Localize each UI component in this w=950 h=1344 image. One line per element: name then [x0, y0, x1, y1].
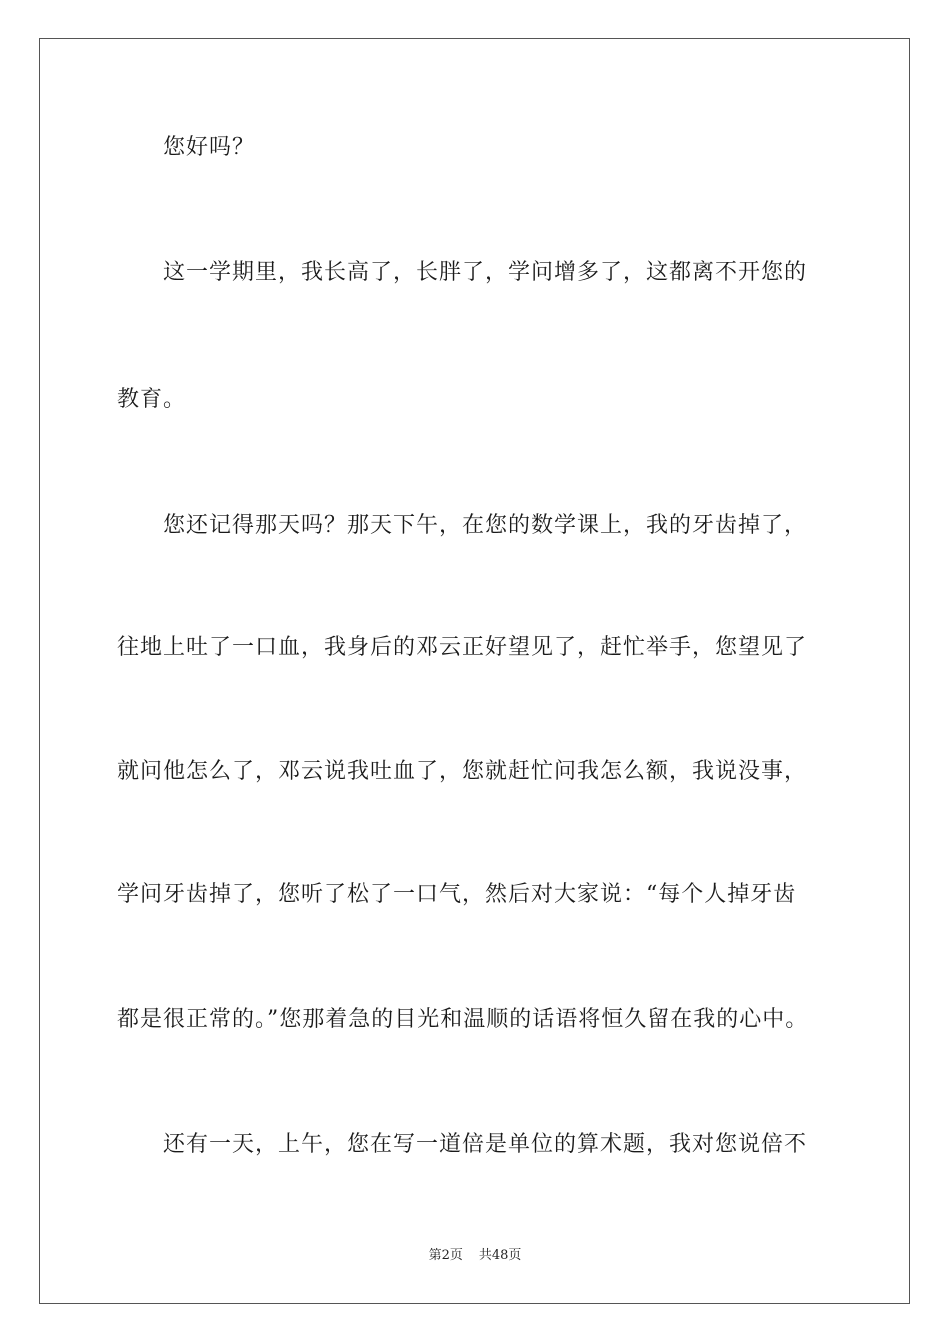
text-line-5: 往地上吐了一口血，我身后的邓云正好望见了，赶忙举手，您望见了 — [117, 635, 808, 660]
text-line-9: 还有一天，上午，您在写一道倍是单位的算术题，我对您说倍不 — [163, 1132, 808, 1157]
text-line-1: 您好吗？ — [163, 135, 256, 160]
text-line-6: 就问他怎么了，邓云说我吐血了，您就赶忙问我怎么额，我说没事， — [117, 759, 808, 784]
page-number: 第2页 — [428, 1248, 463, 1263]
text-line-4: 您还记得那天吗？那天下午，在您的数学课上，我的牙齿掉了， — [163, 513, 808, 538]
text-line-8: 都是很正常的。”您那着急的目光和温顺的话语将恒久留在我的心中。 — [117, 1007, 809, 1032]
text-line-2: 这一学期里，我长高了，长胖了，学问增多了，这都离不开您的 — [163, 260, 808, 285]
page-border — [39, 38, 910, 1304]
text-line-7: 学问牙齿掉了，您听了松了一口气，然后对大家说：“每个人掉牙齿 — [117, 882, 797, 907]
total-pages: 共48页 — [478, 1248, 522, 1263]
page-footer — [0, 1247, 950, 1265]
text-line-3: 教育。 — [117, 387, 187, 412]
